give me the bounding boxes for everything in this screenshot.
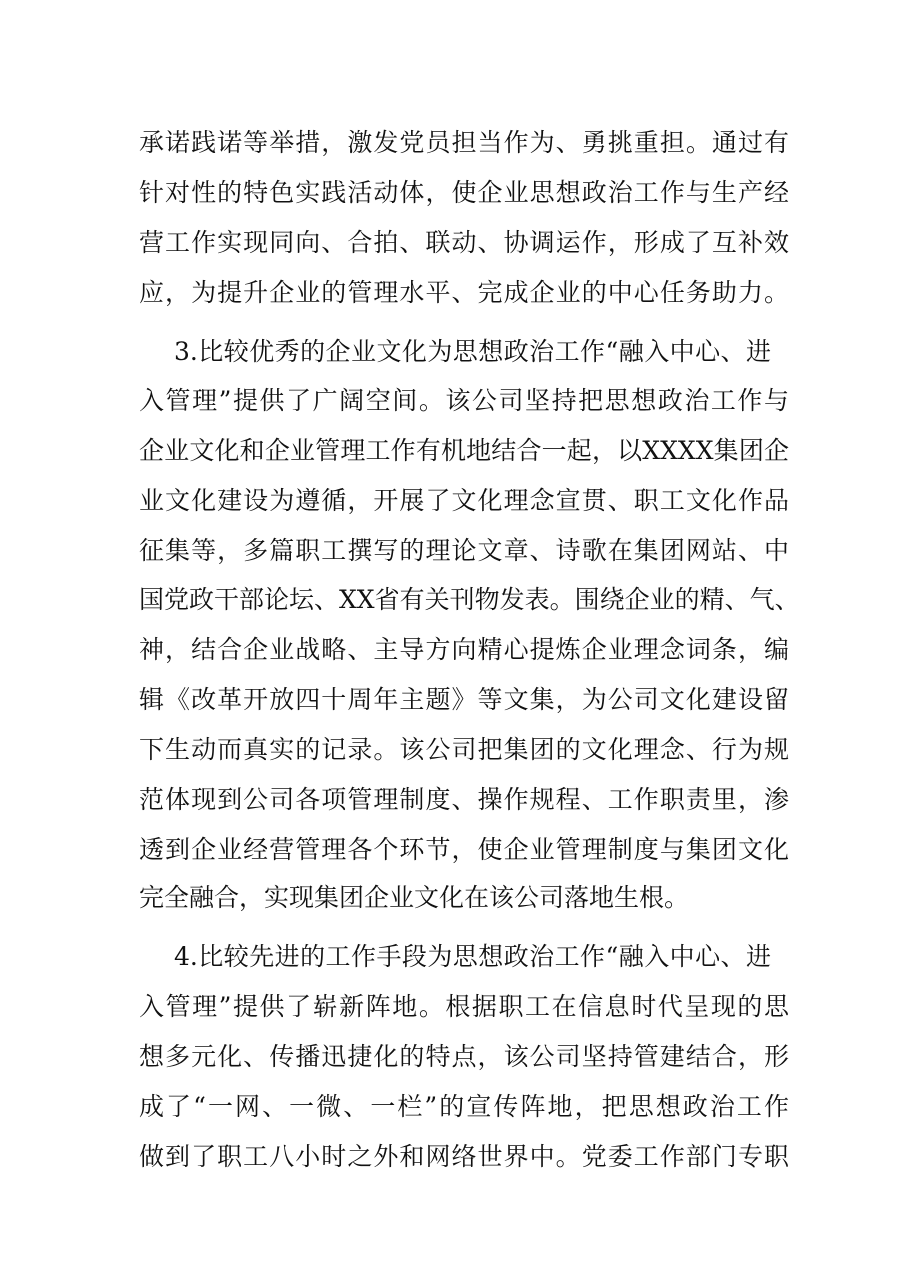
paragraph-2-line-1: 3.比较优秀的企业文化为思想政治工作“融入中心、进 — [174, 337, 771, 366]
paragraph-3-line-1: 4.比较先进的工作手段为思想政治工作“融入中心、进 — [174, 942, 771, 971]
paragraph-3-line-5: 做到了职工八小时之外和网络世界中。党委工作部门专职 — [139, 1142, 789, 1171]
paragraph-2-line-11: 透到企业经营管理各个环节，使企业管理制度与集团文化 — [139, 835, 789, 864]
paragraph-2-line-9: 下生动而真实的记录。该公司把集团的文化理念、行为规 — [139, 735, 789, 764]
paragraph-2-line-12: 完全融合，实现集团企业文化在该公司落地生根。 — [139, 883, 690, 912]
paragraph-3-line-4: 成了“一网、一微、一栏”的宣传阵地，把思想政治工作 — [139, 1092, 789, 1121]
paragraph-2-line-3: 企业文化和企业管理工作有机地结合一起，以XXXX集团企 — [139, 436, 789, 465]
paragraph-2-line-10: 范体现到公司各项管理制度、操作规程、工作职责里，渗 — [139, 785, 789, 814]
paragraph-2-line-5: 征集等，多篇职工撰写的理论文章、诗歌在集团网站、中 — [139, 536, 789, 565]
paragraph-2-line-7: 神，结合企业战略、主导方向精心提炼企业理念词条，编 — [139, 635, 789, 664]
paragraph-2-line-2: 入管理”提供了广阔空间。该公司坚持把思想政治工作与 — [139, 386, 789, 415]
paragraph-3-line-2: 入管理”提供了崭新阵地。根据职工在信息时代呈现的思 — [139, 992, 789, 1021]
paragraph-2-line-6: 国党政干部论坛、XX省有关刊物发表。围绕企业的精、气、 — [139, 585, 800, 614]
paragraph-2-line-8: 辑《改革开放四十周年主题》等文集，为公司文化建设留 — [139, 685, 789, 714]
paragraph-1-line-1: 承诺践诺等举措，激发党员担当作为、勇挑重担。通过有 — [139, 128, 789, 157]
paragraph-1-line-4: 应，为提升企业的管理水平、完成企业的中心任务助力。 — [139, 278, 789, 307]
paragraph-1-line-2: 针对性的特色实践活动体，使企业思想政治工作与生产经 — [139, 178, 789, 207]
paragraph-1-line-3: 营工作实现同向、合拍、联动、协调运作，形成了互补效 — [139, 228, 789, 257]
paragraph-2-line-4: 业文化建设为遵循，开展了文化理念宣贯、职工文化作品 — [139, 486, 789, 515]
paragraph-3-line-3: 想多元化、传播迅捷化的特点，该公司坚持管建结合，形 — [139, 1042, 789, 1071]
